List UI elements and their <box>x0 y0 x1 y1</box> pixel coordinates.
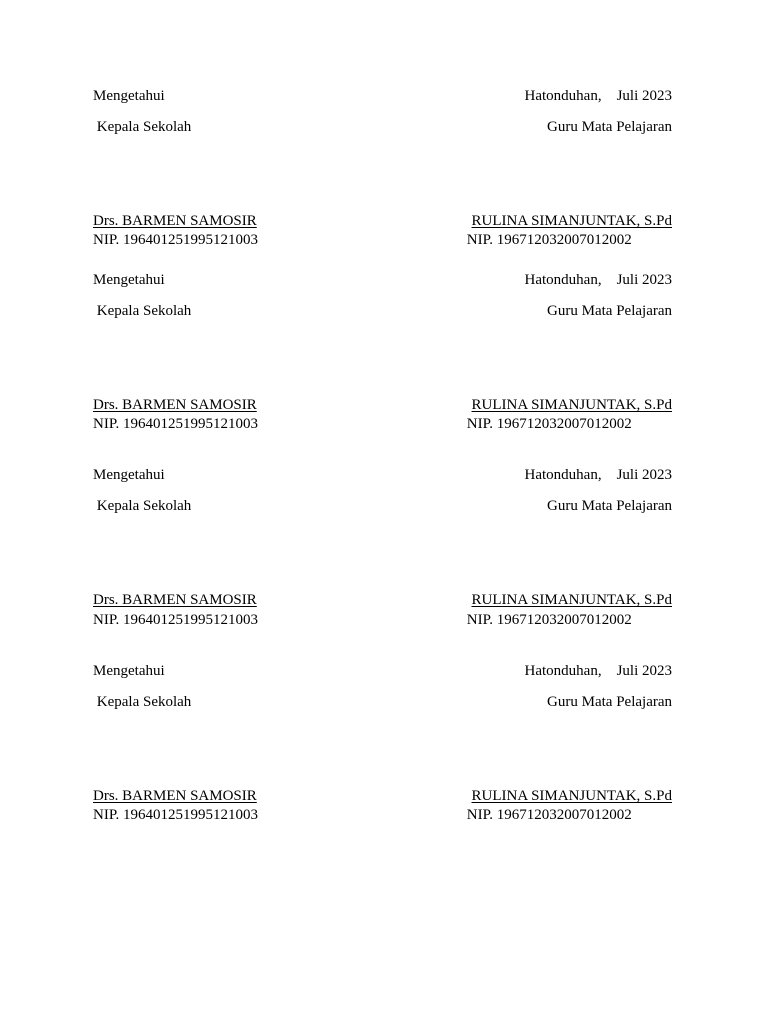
left-title: Kepala Sekolah <box>93 119 192 135</box>
place-date: Hatonduhan, Juli 2023 <box>524 88 672 104</box>
teacher-name: RULINA SIMANJUNTAK, S.Pd <box>471 788 672 804</box>
principal-nip: NIP. 196401251995121003 <box>93 807 259 823</box>
place-date: Hatonduhan, Juli 2023 <box>524 467 672 483</box>
left-heading: Mengetahui <box>93 663 165 679</box>
right-title: Guru Mata Pelajaran <box>547 498 672 514</box>
left-heading: Mengetahui <box>93 272 165 288</box>
principal-name: Drs. BARMEN SAMOSIR <box>93 592 257 608</box>
principal-name: Drs. BARMEN SAMOSIR <box>93 788 257 804</box>
left-heading: Mengetahui <box>93 88 165 104</box>
signature-block <box>0 662 768 822</box>
teacher-nip: NIP. 196712032007012002 <box>463 807 632 823</box>
teacher-name: RULINA SIMANJUNTAK, S.Pd <box>471 397 672 413</box>
teacher-name: RULINA SIMANJUNTAK, S.Pd <box>471 213 672 229</box>
teacher-name: RULINA SIMANJUNTAK, S.Pd <box>471 592 672 608</box>
principal-nip: NIP. 196401251995121003 <box>93 612 259 628</box>
signature-block <box>0 466 768 626</box>
right-title: Guru Mata Pelajaran <box>547 694 672 710</box>
place-date: Hatonduhan, Juli 2023 <box>524 663 672 679</box>
left-heading: Mengetahui <box>93 467 165 483</box>
right-title: Guru Mata Pelajaran <box>547 303 672 319</box>
signature-block <box>0 271 768 431</box>
principal-nip: NIP. 196401251995121003 <box>93 416 259 432</box>
principal-nip: NIP. 196401251995121003 <box>93 232 259 248</box>
principal-name: Drs. BARMEN SAMOSIR <box>93 213 257 229</box>
left-title: Kepala Sekolah <box>93 303 192 319</box>
teacher-nip: NIP. 196712032007012002 <box>463 232 632 248</box>
signature-block <box>0 87 768 247</box>
principal-name: Drs. BARMEN SAMOSIR <box>93 397 257 413</box>
left-title: Kepala Sekolah <box>93 498 192 514</box>
teacher-nip: NIP. 196712032007012002 <box>463 612 632 628</box>
teacher-nip: NIP. 196712032007012002 <box>463 416 632 432</box>
left-title: Kepala Sekolah <box>93 694 192 710</box>
right-title: Guru Mata Pelajaran <box>547 119 672 135</box>
place-date: Hatonduhan, Juli 2023 <box>524 272 672 288</box>
